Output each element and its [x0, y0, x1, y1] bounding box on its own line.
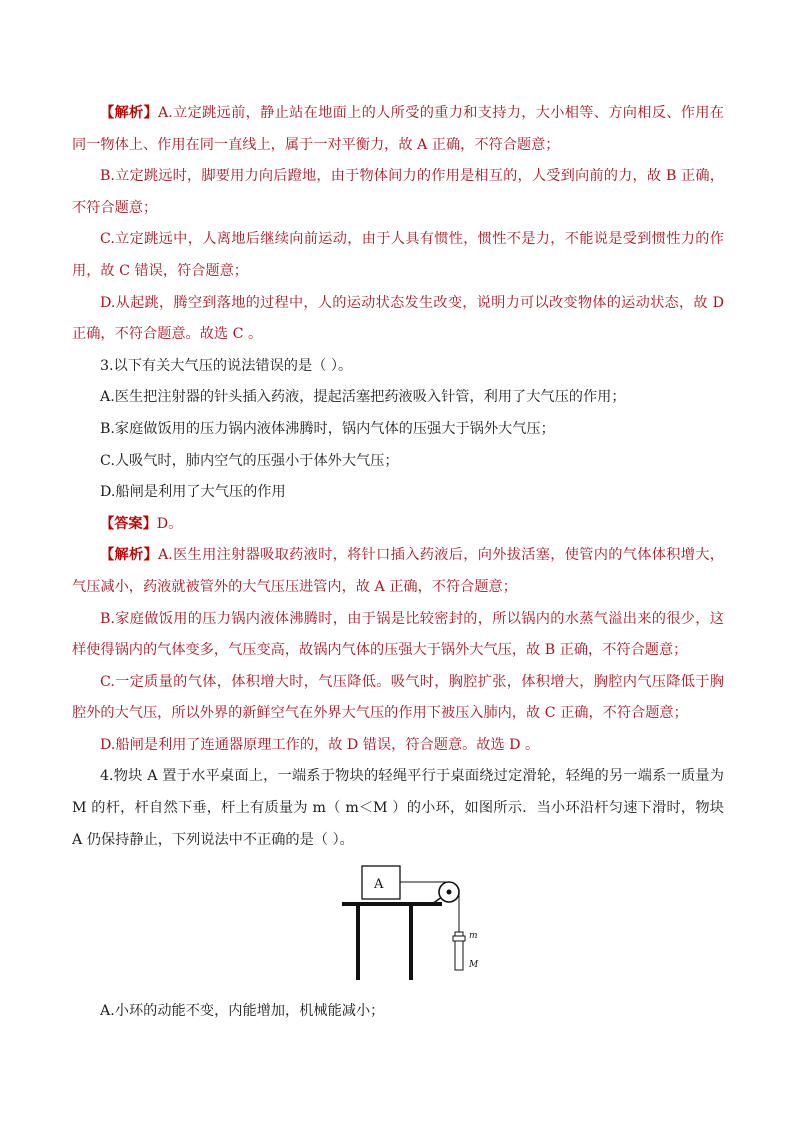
pulley-axle — [447, 890, 452, 895]
table-leg-left — [356, 906, 360, 980]
q2-analysis-d: D.从起跳，腾空到落地的过程中，人的运动状态发生改变，说明力可以改变物体的运动状态，故 D 正确，不符合题意。故选 C 。 — [72, 294, 724, 343]
rod-label: M — [469, 960, 479, 971]
q3-option-a: A.医生把注射器的针头插入药液，提起活塞把药液吸入针管，利用了大气压的作用； — [100, 389, 626, 406]
q3-option-d: D.船闸是利用了大气压的作用 — [100, 484, 286, 501]
q3-option-b: B.家庭做饭用的压力锅内液体沸腾时，锅内气体的压强大于锅外大气压； — [100, 420, 555, 437]
q4-figure — [72, 856, 724, 996]
q2-analysis-c: C.立定跳远中，人离地后继续向前运动，由于人具有惯性，惯性不是力，不能说是受到惯性力的作用，故 C 错误，符合题意； — [72, 231, 724, 279]
q4-stem: 4.物块 A 置于水平桌面上，一端系于物块的轻绳平行于桌面绕过定滑轮，轻绳的另一端系一质量为 M 的杆，杆自然下垂，杆上有质量为 m（ m＜M ）的小环，如图所示．当小环沿杆匀速下滑时，物块 A 仍保持静止，下列说法中不正确的是（ ）。 — [72, 768, 724, 848]
document-page — [72, 98, 724, 1028]
ring-m — [453, 936, 465, 941]
q2-analysis-a: 【解析】A.立定跳远前，静止站在地面上的人所受的重力和支持力，大小相等、方向相反、作用在同一物体上、作用在同一直线上，属于一对平衡力，故 A 正确，不符合题意； — [72, 105, 724, 153]
q3-analysis-d: D.船闸是利用了连通器原理工作的，故 D 错误，符合题意。故选 D 。 — [100, 736, 540, 753]
q2-analysis-b: B.立定跳远时，脚要用力向后蹬地，由于物体间力的作用是相互的，人受到向前的力，故 B 正确，不符合题意； — [72, 168, 724, 216]
q3-option-c: C.人吸气时，肺内空气的压强小于体外大气压； — [100, 452, 399, 469]
pulley-diagram — [340, 864, 480, 988]
analysis-tag: 【解析】 — [100, 105, 159, 121]
q3-answer: 【答案】D。 — [100, 515, 183, 532]
q3-analysis-c: C.一定质量的气体，体积增大时，气压降低。吸气时，胸腔扩张，体积增大，胸腔内气压降低于胸腔外的大气压，所以外界的新鲜空气在外界大气压的作用下被压入肺内，故 C 正确，不符合题意； — [72, 673, 724, 722]
table-leg-right — [409, 906, 413, 980]
q3-analysis-a: 【解析】A.医生用注射器吸取药液时，将针口插入药液后，向外拔活塞，使管内的气体体积增大，气压减小，药液就被管外的大气压压进管内，故 A 正确，不符合题意； — [72, 547, 724, 595]
ring-label: m — [469, 931, 478, 942]
table-top — [342, 902, 442, 906]
q3-stem: 3.以下有关大气压的说法错误的是（ ）。 — [100, 357, 353, 374]
q3-analysis-b: B.家庭做饭用的压力锅内液体沸腾时，由于锅是比较密封的，所以锅内的水蒸气溢出来的很少，这样使得锅内的气体变多，气压变高，故锅内气体的压强大于锅外大气压，故 B 正确，不符合题意； — [72, 610, 724, 659]
block-label: A — [374, 877, 384, 893]
q4-option-a: A.小环的动能不变，内能增加，机械能减小； — [100, 1003, 385, 1020]
